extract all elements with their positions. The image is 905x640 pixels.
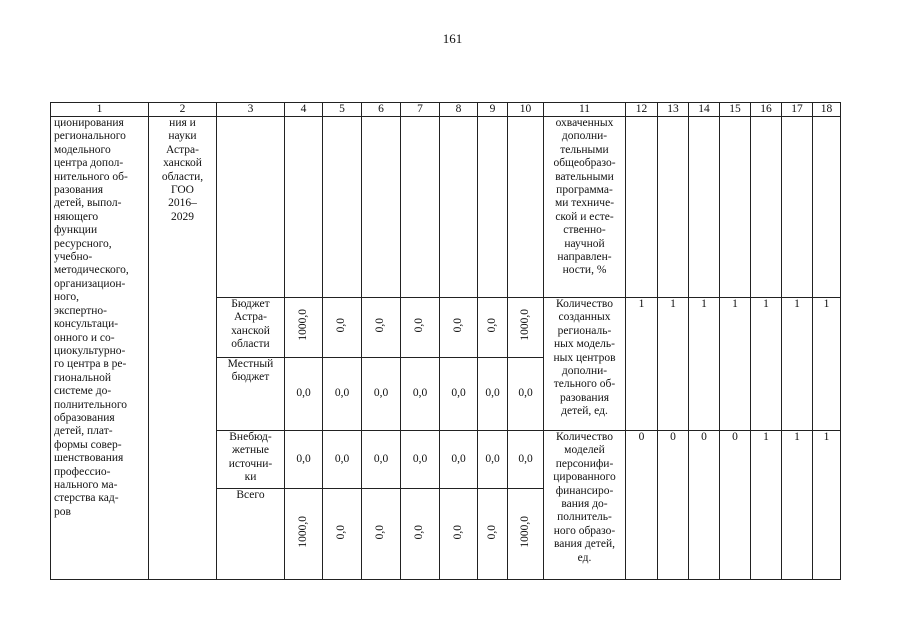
indicator-value: 0 (658, 431, 689, 580)
indicator-value: 1 (751, 431, 782, 580)
value-cell (323, 298, 362, 358)
value-cell (401, 489, 440, 580)
funding-source-cell: Бюджет Астра- ханской области (217, 298, 285, 358)
indicator-value: 1 (720, 298, 751, 431)
header-cell: 9 (478, 103, 508, 117)
indicator-value: 1 (813, 431, 841, 580)
header-cell: 17 (782, 103, 813, 117)
indicator-value (813, 117, 841, 298)
header-cell: 12 (626, 103, 658, 117)
funding-source-cell: Внебюд- жетные источни- ки (217, 431, 285, 489)
value-text: 0,0 (413, 524, 426, 539)
value-text: 1000,0 (518, 515, 531, 548)
value-cell (323, 489, 362, 580)
indicator-value: 1 (751, 298, 782, 431)
header-cell: 3 (217, 103, 285, 117)
indicator-value (689, 117, 720, 298)
value-cell (440, 489, 478, 580)
indicator-value (720, 117, 751, 298)
indicator-value: 1 (813, 298, 841, 431)
value-cell (440, 117, 478, 298)
indicator-cell: охваченных дополни- тельными общеобразо- вательными программа- ми техниче- ской и есте- ственно- научной направлен- ности, % (544, 117, 626, 298)
indicator-value: 0 (720, 431, 751, 580)
header-cell: 5 (323, 103, 362, 117)
value-text: 1000,0 (296, 515, 309, 548)
indicator-value (782, 117, 813, 298)
value-cell: 0,0 (362, 358, 401, 431)
header-cell: 4 (285, 103, 323, 117)
value-cell (401, 117, 440, 298)
value-cell (508, 489, 544, 580)
header-cell: 6 (362, 103, 401, 117)
value-text: 0,0 (335, 318, 348, 333)
page-number: 161 (442, 31, 463, 46)
value-cell (285, 489, 323, 580)
value-cell: 0,0 (478, 431, 508, 489)
value-cell: 0,0 (508, 431, 544, 489)
indicator-value: 1 (782, 298, 813, 431)
header-cell: 8 (440, 103, 478, 117)
responsible-cell: ния и науки Астра- ханской области, ГОО 2016– 2029 (149, 117, 217, 580)
indicator-value: 0 (689, 431, 720, 580)
value-cell (440, 298, 478, 358)
header-cell: 14 (689, 103, 720, 117)
measure-name-cell: ционирования регионального модельного центра допол- нительного об- разования детей, выпол- няющего функции ресурсного, учебно- методического, организацион- ного, экспертно- консультаци- онного и со- циокультурно- го центра в ре- гиональной системе до- полнительного образования детей, плат- формы совер- шенствования профессио- нального ма- стерства кад- ров (51, 117, 149, 580)
value-text: 0,0 (374, 524, 387, 539)
value-cell (508, 117, 544, 298)
header-cell: 2 (149, 103, 217, 117)
value-text: 1000,0 (518, 309, 531, 342)
value-cell: 0,0 (401, 431, 440, 489)
indicator-value: 0 (626, 431, 658, 580)
indicator-value: 1 (658, 298, 689, 431)
value-cell: 0,0 (285, 358, 323, 431)
value-text: 0,0 (451, 524, 464, 539)
header-cell: 16 (751, 103, 782, 117)
value-cell: 0,0 (362, 431, 401, 489)
value-cell (323, 117, 362, 298)
value-cell (362, 117, 401, 298)
indicator-value (626, 117, 658, 298)
header-cell: 13 (658, 103, 689, 117)
value-cell: 0,0 (285, 431, 323, 489)
indicator-cell: Количество моделей персонифи- цированного финансиро- вания до- полнитель- ного образо- вания детей, ед. (544, 431, 626, 580)
funding-source-cell: Местный бюджет (217, 358, 285, 431)
header-cell: 11 (544, 103, 626, 117)
header-cell: 7 (401, 103, 440, 117)
indicator-value: 1 (782, 431, 813, 580)
value-text: 0,0 (485, 318, 498, 333)
header-cell: 18 (813, 103, 841, 117)
funding-source-cell: Всего (217, 489, 285, 580)
value-cell: 0,0 (323, 431, 362, 489)
value-text: 0,0 (335, 524, 348, 539)
value-cell: 0,0 (401, 358, 440, 431)
indicator-cell: Количество созданных региональ- ных модель- ных центров дополни- тельного об- разования детей, ед. (544, 298, 626, 431)
indicator-value (751, 117, 782, 298)
value-cell: 0,0 (323, 358, 362, 431)
value-cell (401, 298, 440, 358)
value-cell: 0,0 (508, 358, 544, 431)
value-text: 0,0 (413, 318, 426, 333)
header-row (51, 103, 841, 117)
value-cell (478, 117, 508, 298)
value-cell (285, 298, 323, 358)
value-text: 0,0 (374, 318, 387, 333)
value-cell (478, 489, 508, 580)
funding-source-cell (217, 117, 285, 298)
header-cell: 1 (51, 103, 149, 117)
indicator-value (658, 117, 689, 298)
value-cell (478, 298, 508, 358)
indicator-value: 1 (626, 298, 658, 431)
value-text: 0,0 (485, 524, 498, 539)
value-cell (285, 117, 323, 298)
value-cell: 0,0 (478, 358, 508, 431)
value-cell (362, 298, 401, 358)
value-text: 0,0 (451, 318, 464, 333)
indicator-value: 1 (689, 298, 720, 431)
header-cell: 15 (720, 103, 751, 117)
program-table (50, 102, 841, 580)
value-cell: 0,0 (440, 358, 478, 431)
value-cell (362, 489, 401, 580)
table-row (51, 117, 841, 298)
value-cell: 0,0 (440, 431, 478, 489)
header-cell: 10 (508, 103, 544, 117)
value-cell (508, 298, 544, 358)
value-text: 1000,0 (296, 309, 309, 342)
